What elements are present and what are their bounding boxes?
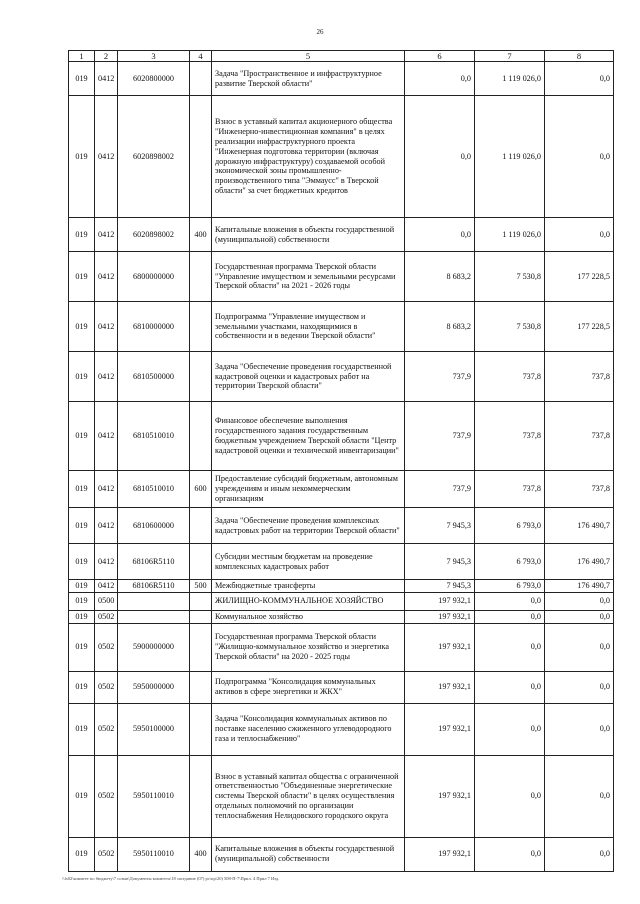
amount-2022-cell: 1 119 026,0 [475, 62, 545, 96]
code-cell: 019 [69, 755, 95, 837]
target-code-cell: 5950000000 [118, 671, 190, 703]
name-cell: Подпрограмма "Консолидация коммунальных активов в сфере энергетики и ЖКХ" [212, 671, 405, 703]
column-header: 7 [475, 51, 545, 62]
name-cell: Взнос в уставный капитал акционерного общества "Инженерно-инвестиционная компания" в целях реализации инфраструктурного проекта "Инженерная подготовка территории (включая дорожную инфраструктуру) создаваемой особой экономической зоны промышленно-производственного типа "Эммаусс" в Тверской области" за счет бюджетных кредитов [212, 96, 405, 218]
amount-2022-cell: 1 119 026,0 [475, 96, 545, 218]
table-row [69, 252, 614, 302]
expense-type-cell [190, 508, 212, 544]
amount-2022-cell: 7 530,8 [475, 302, 545, 352]
column-header-row [69, 51, 614, 62]
name-cell: Межбюджетные трансферты [212, 580, 405, 593]
table-row [69, 703, 614, 755]
name-cell: Предоставление субсидий бюджетным, автономным учреждениям и иным некоммерческим организациям [212, 471, 405, 508]
amount-2021-cell: 0,0 [405, 218, 475, 252]
code-cell: 019 [69, 610, 95, 623]
section-cell: 0412 [95, 544, 118, 580]
amount-2022-cell: 6 793,0 [475, 580, 545, 593]
section-cell: 0502 [95, 610, 118, 623]
target-code-cell: 6810500000 [118, 352, 190, 402]
amount-2021-cell: 7 945,3 [405, 544, 475, 580]
target-code-cell [118, 592, 190, 610]
amount-2023-cell: 0,0 [545, 755, 614, 837]
section-cell: 0502 [95, 755, 118, 837]
section-cell: 0412 [95, 352, 118, 402]
table-row [69, 610, 614, 623]
expense-type-cell [190, 623, 212, 671]
column-header: 8 [545, 51, 614, 62]
amount-2022-cell: 6 793,0 [475, 544, 545, 580]
amount-2021-cell: 737,9 [405, 352, 475, 402]
amount-2023-cell: 177 228,5 [545, 302, 614, 352]
name-cell: Задача "Консолидация коммунальных активов по поставке населению сжиженного углеводородного газа и теплоснабжению" [212, 703, 405, 755]
target-code-cell: 5900000000 [118, 623, 190, 671]
page-number: 26 [316, 28, 324, 36]
table-row [69, 837, 614, 871]
amount-2021-cell: 0,0 [405, 62, 475, 96]
amount-2022-cell: 0,0 [475, 703, 545, 755]
amount-2023-cell: 176 490,7 [545, 544, 614, 580]
code-cell: 019 [69, 592, 95, 610]
section-cell: 0412 [95, 402, 118, 471]
expense-type-cell [190, 62, 212, 96]
target-code-cell: 6810000000 [118, 302, 190, 352]
expense-type-cell [190, 302, 212, 352]
name-cell: Финансовое обеспечение выполнения государственного задания государственным бюджетным учреждением Тверской области "Центр кадастровой оценки и технической инвентаризации" [212, 402, 405, 471]
code-cell: 019 [69, 62, 95, 96]
target-code-cell: 6810510010 [118, 402, 190, 471]
column-header: 1 [69, 51, 95, 62]
table-row [69, 62, 614, 96]
name-cell: Капитальные вложения в объекты государственной (муниципальной) собственности [212, 837, 405, 871]
expense-type-cell [190, 352, 212, 402]
amount-2023-cell: 0,0 [545, 703, 614, 755]
column-header: 4 [190, 51, 212, 62]
expense-type-cell [190, 592, 212, 610]
code-cell: 019 [69, 580, 95, 593]
expense-type-cell [190, 755, 212, 837]
code-cell: 019 [69, 471, 95, 508]
amount-2021-cell: 0,0 [405, 96, 475, 218]
table-row [69, 544, 614, 580]
amount-2022-cell: 0,0 [475, 755, 545, 837]
name-cell: Взнос в уставный капитал общества с ограниченной ответственностью "Объединенные энергетические системы Тверской области" в целях осуществления отдельных полномочий по организации теплоснабжения Нелидовского городского округа [212, 755, 405, 837]
table-body [69, 51, 614, 872]
column-header: 5 [212, 51, 405, 62]
code-cell: 019 [69, 96, 95, 218]
amount-2022-cell: 0,0 [475, 610, 545, 623]
amount-2023-cell: 0,0 [545, 96, 614, 218]
target-code-cell: 6020800000 [118, 62, 190, 96]
amount-2023-cell: 0,0 [545, 671, 614, 703]
amount-2022-cell: 7 530,8 [475, 252, 545, 302]
column-header: 2 [95, 51, 118, 62]
code-cell: 019 [69, 671, 95, 703]
code-cell: 019 [69, 623, 95, 671]
amount-2022-cell: 1 119 026,0 [475, 218, 545, 252]
amount-2023-cell: 0,0 [545, 592, 614, 610]
amount-2021-cell: 737,9 [405, 402, 475, 471]
amount-2023-cell: 176 490,7 [545, 580, 614, 593]
name-cell: Субсидии местным бюджетам на проведение комплексных кадастровых работ [212, 544, 405, 580]
name-cell: Подпрограмма "Управление имуществом и земельными участками, находящимися в собственности и в ведении Тверской области" [212, 302, 405, 352]
expense-type-cell [190, 402, 212, 471]
table-row [69, 471, 614, 508]
column-header: 3 [118, 51, 190, 62]
expense-type-cell [190, 671, 212, 703]
expense-type-cell: 400 [190, 218, 212, 252]
amount-2023-cell: 177 228,5 [545, 252, 614, 302]
amount-2023-cell: 0,0 [545, 610, 614, 623]
amount-2021-cell: 8 683,2 [405, 302, 475, 352]
target-code-cell: 6800000000 [118, 252, 190, 302]
amount-2021-cell: 8 683,2 [405, 252, 475, 302]
amount-2022-cell: 737,8 [475, 352, 545, 402]
table-row [69, 218, 614, 252]
section-cell: 0502 [95, 703, 118, 755]
code-cell: 019 [69, 703, 95, 755]
code-cell: 019 [69, 837, 95, 871]
amount-2022-cell: 0,0 [475, 623, 545, 671]
amount-2021-cell: 197 932,1 [405, 837, 475, 871]
budget-table [68, 50, 614, 872]
amount-2023-cell: 176 490,7 [545, 508, 614, 544]
amount-2023-cell: 737,8 [545, 471, 614, 508]
column-header: 6 [405, 51, 475, 62]
code-cell: 019 [69, 508, 95, 544]
code-cell: 019 [69, 352, 95, 402]
target-code-cell: 6810510010 [118, 471, 190, 508]
section-cell: 0412 [95, 302, 118, 352]
amount-2023-cell: 737,8 [545, 352, 614, 402]
name-cell: Капитальные вложения в объекты государственной (муниципальной) собственности [212, 218, 405, 252]
amount-2023-cell: 0,0 [545, 62, 614, 96]
name-cell: Задача "Пространственное и инфраструктурное развитие Тверской области" [212, 62, 405, 96]
code-cell: 019 [69, 218, 95, 252]
amount-2021-cell: 197 932,1 [405, 703, 475, 755]
name-cell: Задача "Обеспечение проведения комплексных кадастровых работ на территории Тверской области" [212, 508, 405, 544]
amount-2021-cell: 7 945,3 [405, 508, 475, 544]
section-cell: 0412 [95, 96, 118, 218]
amount-2021-cell: 197 932,1 [405, 671, 475, 703]
section-cell: 0502 [95, 837, 118, 871]
name-cell: Коммунальное хозяйство [212, 610, 405, 623]
code-cell: 019 [69, 252, 95, 302]
amount-2022-cell: 737,8 [475, 471, 545, 508]
amount-2022-cell: 6 793,0 [475, 508, 545, 544]
table-row [69, 623, 614, 671]
target-code-cell: 68106R5110 [118, 544, 190, 580]
expense-type-cell: 500 [190, 580, 212, 593]
amount-2022-cell: 737,8 [475, 402, 545, 471]
amount-2023-cell: 737,8 [545, 402, 614, 471]
amount-2021-cell: 197 932,1 [405, 623, 475, 671]
expense-type-cell: 600 [190, 471, 212, 508]
expense-type-cell: 400 [190, 837, 212, 871]
section-cell: 0412 [95, 508, 118, 544]
name-cell: Государственная программа Тверской области "Жилищно-коммунальное хозяйство и энергетика Тверской области" на 2020 - 2025 годы [212, 623, 405, 671]
section-cell: 0412 [95, 252, 118, 302]
table-row [69, 580, 614, 593]
amount-2022-cell: 0,0 [475, 837, 545, 871]
amount-2022-cell: 0,0 [475, 671, 545, 703]
section-cell: 0502 [95, 671, 118, 703]
code-cell: 019 [69, 402, 95, 471]
table-row [69, 402, 614, 471]
table-row [69, 508, 614, 544]
amount-2021-cell: 197 932,1 [405, 610, 475, 623]
code-cell: 019 [69, 544, 95, 580]
table-row [69, 755, 614, 837]
target-code-cell: 6020898002 [118, 96, 190, 218]
amount-2022-cell: 0,0 [475, 592, 545, 610]
section-cell: 0502 [95, 623, 118, 671]
expense-type-cell [190, 96, 212, 218]
amount-2021-cell: 197 932,1 [405, 592, 475, 610]
target-code-cell [118, 610, 190, 623]
expense-type-cell [190, 703, 212, 755]
section-cell: 0500 [95, 592, 118, 610]
name-cell: Задача "Обеспечение проведения государственной кадастровой оценки и кадастровых работ на территории Тверской области" [212, 352, 405, 402]
code-cell: 019 [69, 302, 95, 352]
table-row [69, 96, 614, 218]
expense-type-cell [190, 544, 212, 580]
section-cell: 0412 [95, 62, 118, 96]
target-code-cell: 5950110010 [118, 755, 190, 837]
expense-type-cell [190, 610, 212, 623]
section-cell: 0412 [95, 580, 118, 593]
table-row [69, 302, 614, 352]
file-path-footer: \\fs02\комитет по бюджету\7 созыв\Документы комитета\18 заседание (07) рс\пр\20) 508-П-7\Прил. 4 Прил 7 Изд. [62, 876, 280, 881]
name-cell: ЖИЛИЩНО-КОММУНАЛЬНОЕ ХОЗЯЙСТВО [212, 592, 405, 610]
target-code-cell: 68106R5110 [118, 580, 190, 593]
target-code-cell: 6810600000 [118, 508, 190, 544]
amount-2023-cell: 0,0 [545, 623, 614, 671]
section-cell: 0412 [95, 218, 118, 252]
amount-2021-cell: 197 932,1 [405, 755, 475, 837]
expense-type-cell [190, 252, 212, 302]
section-cell: 0412 [95, 471, 118, 508]
target-code-cell: 5950110010 [118, 837, 190, 871]
amount-2021-cell: 737,9 [405, 471, 475, 508]
amount-2023-cell: 0,0 [545, 837, 614, 871]
amount-2021-cell: 7 945,3 [405, 580, 475, 593]
name-cell: Государственная программа Тверской области "Управление имуществом и земельными ресурсами Тверской области" на 2021 - 2026 годы [212, 252, 405, 302]
table-row [69, 671, 614, 703]
table-row [69, 592, 614, 610]
target-code-cell: 5950100000 [118, 703, 190, 755]
table-row [69, 352, 614, 402]
target-code-cell: 6020898002 [118, 218, 190, 252]
amount-2023-cell: 0,0 [545, 218, 614, 252]
